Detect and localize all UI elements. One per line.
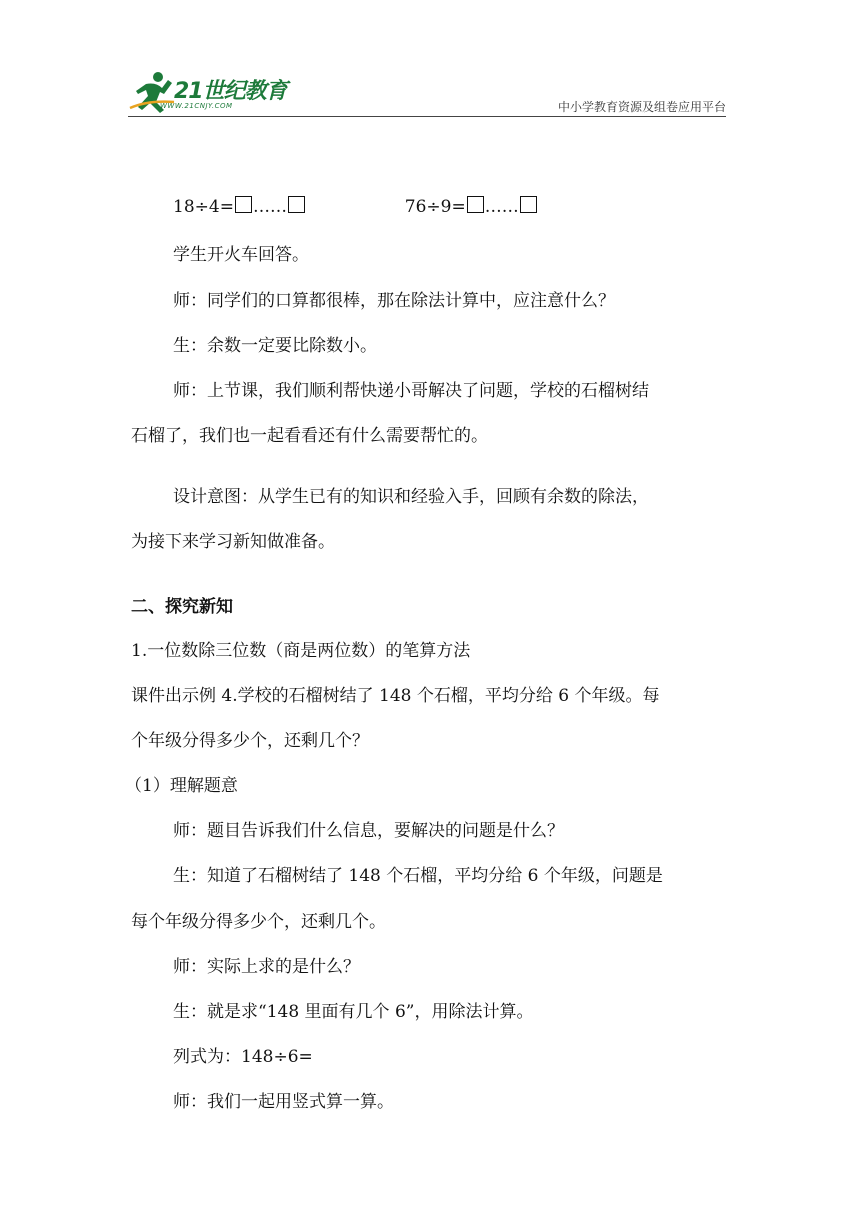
page-header <box>128 66 726 118</box>
logo-text: 21世纪教育 <box>174 79 287 104</box>
paragraph: 生：就是求“148 里面有几个 6”，用除法计算。 <box>173 1002 534 1022</box>
paragraph: 师：我们一起用竖式算一算。 <box>173 1092 394 1112</box>
blank-box <box>235 196 252 213</box>
paragraph: 每个年级分得多少个，还剩几个。 <box>131 912 386 932</box>
equation-line <box>173 196 538 217</box>
paragraph: 师：同学们的口算都很棒，那在除法计算中，应注意什么？ <box>173 291 615 311</box>
step-heading: （1）理解题意 <box>125 776 238 796</box>
paragraph: 生：余数一定要比除数小。 <box>173 336 377 356</box>
logo-url: WWW.21CNJY.COM <box>160 102 233 110</box>
paragraph: 生：知道了石榴树结了 148 个石榴，平均分给 6 个年级，问题是 <box>173 866 663 886</box>
paragraph: 学生开火车回答。 <box>173 245 309 265</box>
blank-box <box>467 196 484 213</box>
blank-box <box>288 196 305 213</box>
paragraph: 课件出示例 4.学校的石榴树结了 148 个石榴，平均分给 6 个年级。每 <box>131 686 660 706</box>
subheading: 1.一位数除三位数（商是两位数）的笔算方法 <box>131 641 471 661</box>
platform-title: 中小学教育资源及组卷应用平台 <box>557 100 726 114</box>
design-intent: 设计意图：从学生已有的知识和经验入手，回顾有余数的除法， <box>173 487 649 507</box>
design-intent: 为接下来学习新知做准备。 <box>131 532 335 552</box>
section-heading: 二、探究新知 <box>131 597 233 617</box>
logo <box>128 66 298 116</box>
paragraph: 师：上节课，我们顺利帮快递小哥解决了问题，学校的石榴树结 <box>173 381 649 401</box>
formula: 列式为：148÷6= <box>173 1047 313 1067</box>
header-divider <box>128 116 726 117</box>
equation-1: 18÷4= …… <box>173 197 306 217</box>
paragraph: 师：题目告诉我们什么信息，要解决的问题是什么？ <box>173 821 564 841</box>
equation-2: 76÷9= …… <box>405 197 538 217</box>
paragraph: 石榴了，我们也一起看看还有什么需要帮忙的。 <box>131 426 488 446</box>
paragraph: 师：实际上求的是什么？ <box>173 957 360 977</box>
paragraph: 个年级分得多少个，还剩几个？ <box>131 731 369 751</box>
blank-box <box>520 196 537 213</box>
